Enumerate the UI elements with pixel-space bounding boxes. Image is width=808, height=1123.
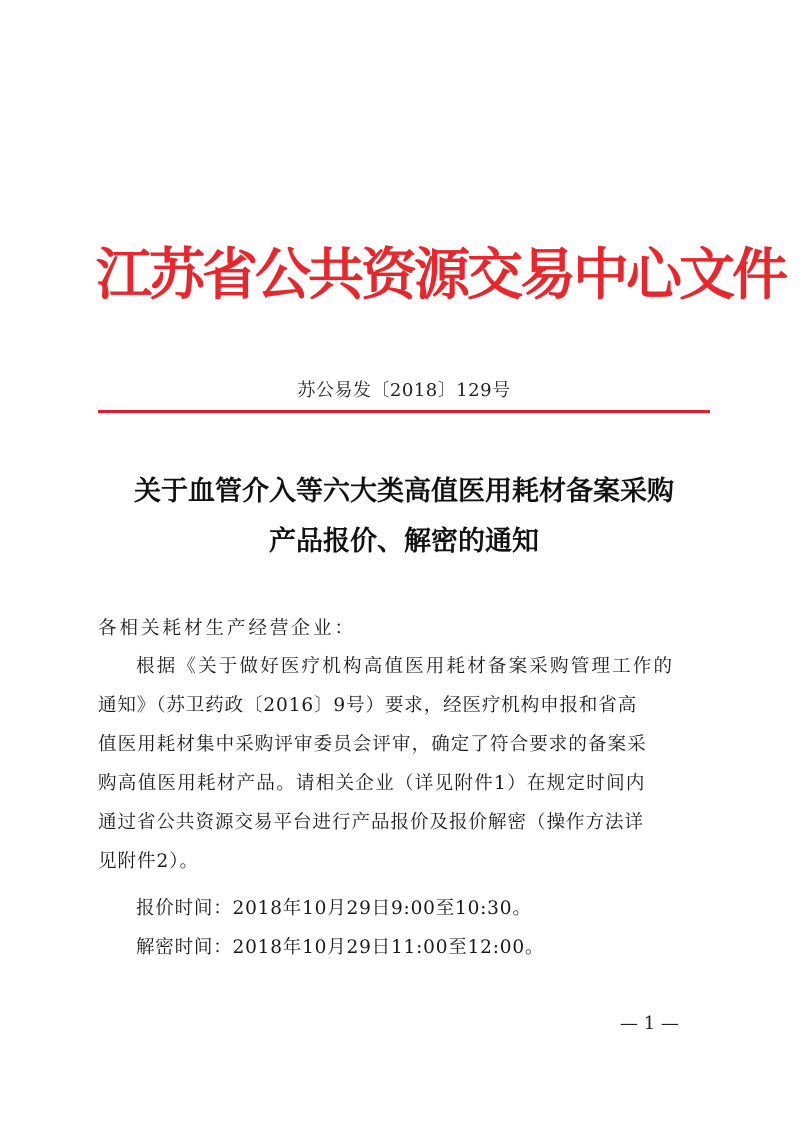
decrypt-time: 解密时间：2018年10月29日11:00至12:00。 [136, 937, 545, 958]
notice-title-line-2: 产品报价、解密的通知 [269, 526, 539, 557]
paragraph-line: 购高值医用耗材产品。请相关企业（详见附件1）在规定时间内 [98, 773, 646, 794]
quote-time: 报价时间：2018年10月29日9:00至10:30。 [136, 898, 532, 919]
document-number: 苏公易发〔2018〕129号 [297, 380, 511, 401]
red-divider-line [98, 410, 710, 413]
page-number: — 1 — [620, 1013, 679, 1034]
notice-title-line-1: 关于血管介入等六大类高值医用耗材备案采购 [134, 476, 674, 507]
paragraph-line: 根据《关于做好医疗机构高值医用耗材备案采购管理工作的 [136, 656, 675, 677]
org-header-title: 江苏省公共资源交易中心文件 [96, 243, 785, 308]
paragraph-line: 值医用耗材集中采购评审委员会评审，确定了符合要求的备案采 [98, 734, 647, 755]
paragraph-line: 见附件2）。 [98, 851, 200, 872]
paragraph-line: 通过省公共资源交易平台进行产品报价及报价解密（操作方法详 [98, 812, 645, 833]
salutation: 各相关耗材生产经营企业： [98, 618, 357, 639]
paragraph-line: 通知》（苏卫药政〔2016〕9号）要求，经医疗机构申报和省高 [98, 695, 638, 716]
